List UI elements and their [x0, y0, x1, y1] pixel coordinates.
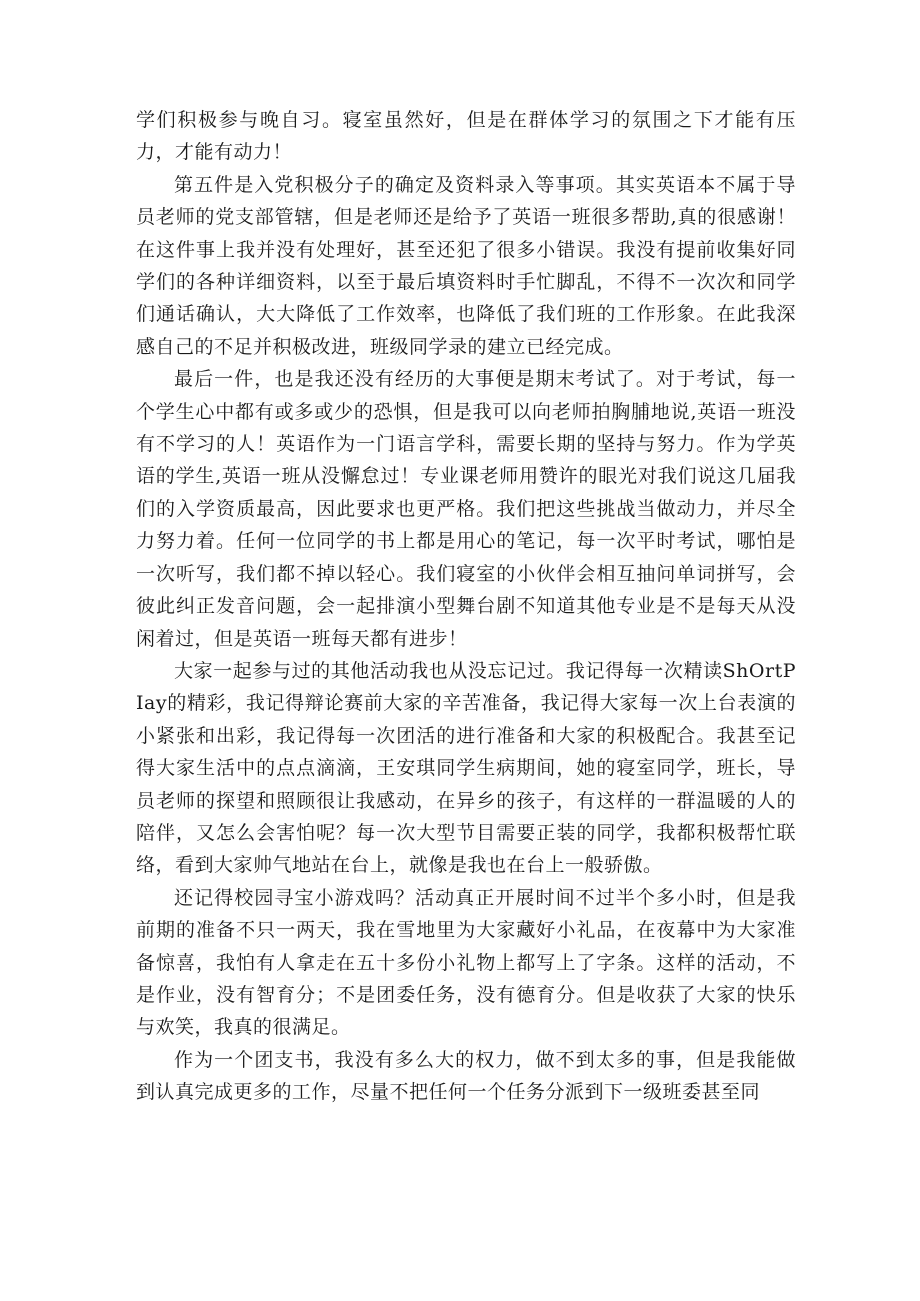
- paragraph-party-activist: 第五件是入党积极分子的确定及资料录入等事项。其实英语本不属于导员老师的党支部管辖，但是老师还是给予了英语一班很多帮助,真的很感谢！在这件事上我并没有处理好，甚至还犯了很多小错误。我没有提前收集好同学们的各种详细资料，以至于最后填资料时手忙脚乱，不得不一次次和同学们通话确认，大大降低了工作效率，也降低了我们班的工作形象。在此我深感自己的不足并积极改进，班级同学录的建立已经完成。: [136, 173, 796, 358]
- paragraph-other-activities: 大家一起参与过的其他活动我也从没忘记过。我记得每一次精读ShOrtPIay的精彩，我记得辩论赛前大家的辛苦准备，我记得大家每一次上台表演的小紧张和出彩，我记得每一次团活的进行准备和大家的积极配合。我甚至记得大家生活中的点点滴滴，王安琪同学生病期间，她的寝室同学，班长，导员老师的探望和照顾很让我感动，在异乡的孩子，有这样的一群温暖的人的陪伴，又怎么会害怕呢？每一次大型节目需要正装的同学，我都积极帮忙联络，看到大家帅气地站在台上，就像是我也在台上一般骄傲。: [136, 659, 796, 877]
- document-body: [136, 104, 796, 1109]
- paragraph-continuation: 学们积极参与晚自习。寝室虽然好，但是在群体学习的氛围之下才能有压力，才能有动力！: [136, 109, 796, 164]
- paragraph-final-exam: 最后一件，也是我还没有经历的大事便是期末考试了。对于考试，每一个学生心中都有或多或少的恐惧，但是我可以向老师拍胸脯地说,英语一班没有不学习的人！英语作为一门语言学科，需要长期的坚持与努力。作为学英语的学生,英语一班从没懈怠过！专业课老师用赞许的眼光对我们说这几届我们的入学资质最高，因此要求也更严格。我们把这些挑战当做动力，并尽全力努力着。任何一位同学的书上都是用心的笔记，每一次平时考试，哪怕是一次听写，我们都不掉以轻心。我们寝室的小伙伴会相互抽问单词拼写，会彼此纠正发音问题，会一起排演小型舞台剧不知道其他专业是不是每天从没闲着过，但是英语一班每天都有进步！: [136, 368, 796, 650]
- paragraph-treasure-hunt: 还记得校园寻宝小游戏吗？活动真正开展时间不过半个多小时，但是我前期的准备不只一两天，我在雪地里为大家藏好小礼品，在夜幕中为大家准备惊喜，我怕有人拿走在五十多份小礼物上都写上了字条。这样的活动，不是作业，没有智育分；不是团委任务，没有德育分。但是收获了大家的快乐与欢笑，我真的很满足。: [136, 886, 796, 1039]
- paragraph-league-secretary: 作为一个团支书，我没有多么大的权力，做不到太多的事，但是我能做到认真完成更多的工作，尽量不把任何一个任务分派到下一级班委甚至同: [136, 1048, 796, 1104]
